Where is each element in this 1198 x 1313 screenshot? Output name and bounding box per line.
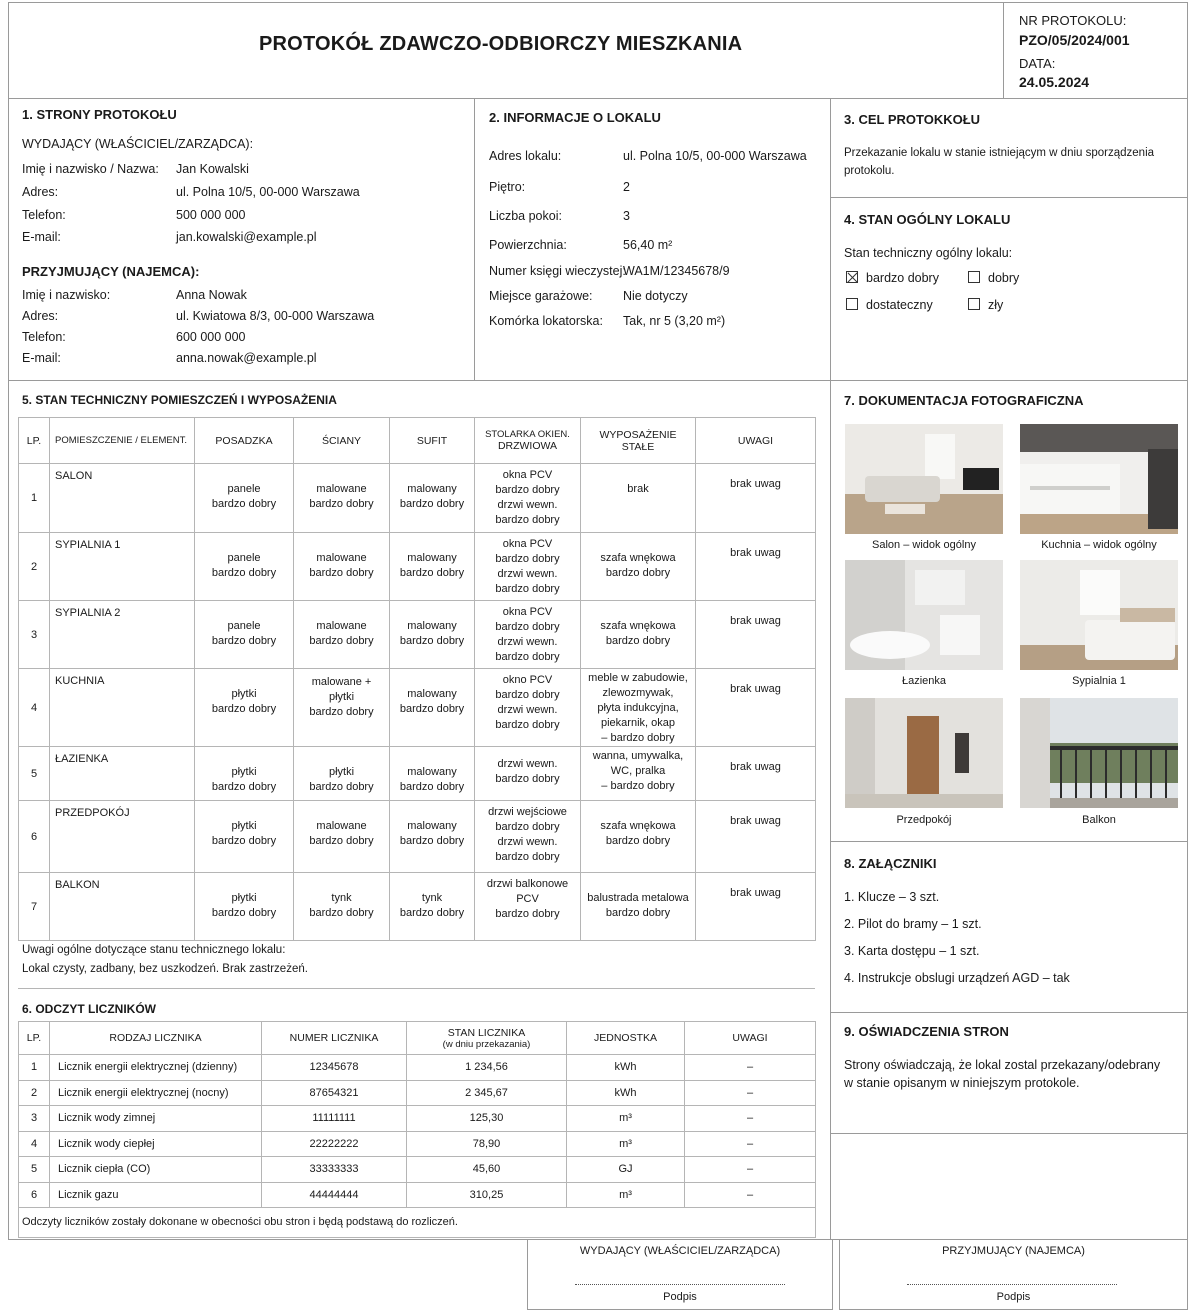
- room-equipment: meble w zabudowie, zlewozmywak, płyta indukcyjna, piekarnik, okap – bardzo dobry: [581, 669, 696, 747]
- bathroom-photo[interactable]: [845, 560, 1003, 670]
- attachment-item: 3. Karta dostępu – 1 szt.: [844, 944, 980, 958]
- issuer-signature-caption: Podpis: [663, 1291, 697, 1303]
- row-number: 6: [19, 1182, 50, 1208]
- meter-type: Licznik wody zimnej: [50, 1106, 262, 1132]
- receiver-address-label: Adres:: [22, 309, 59, 323]
- premises-rooms-label: Liczba pokoi:: [489, 209, 562, 223]
- table-row: [19, 873, 816, 941]
- meter-unit: m³: [567, 1106, 685, 1132]
- room-ceiling: malowany bardzo dobry: [390, 669, 475, 747]
- row-number: 2: [19, 1080, 50, 1106]
- meter-type: Licznik wody ciepłej: [50, 1131, 262, 1157]
- meter-reading: 125,30: [407, 1106, 567, 1132]
- checkbox-empty-icon[interactable]: [846, 298, 858, 310]
- meter-reading: 78,90: [407, 1131, 567, 1157]
- room-joinery: okna PCV bardzo dobry drzwi wewn. bardzo dobry: [475, 601, 581, 669]
- purpose-text-line1: Przekazanie lokalu w stanie istniejącym w dniu sporządzenia: [844, 147, 1155, 159]
- row-number: 1: [19, 464, 50, 533]
- col-notes: UWAGI: [685, 1022, 816, 1055]
- meter-reading: 2 345,67: [407, 1080, 567, 1106]
- meters-title: 6. ODCZYT LICZNIKÓW: [22, 1002, 156, 1016]
- issuer-address-label: Adres:: [22, 185, 59, 199]
- table-row: [19, 669, 816, 747]
- general-notes-value: Lokal czysty, zadbany, bez uszkodzeń. Brak zastrzeżeń.: [22, 963, 308, 975]
- premises-area-value: 56,40 m²: [623, 238, 673, 252]
- empty-section: [830, 1133, 1188, 1240]
- room-joinery: drzwi wejściowe bardzo dobry drzwi wewn. bardzo dobry: [475, 801, 581, 873]
- attachment-item: 1. Klucze – 3 szt.: [844, 890, 940, 904]
- row-number: 5: [19, 747, 50, 801]
- row-number: 4: [19, 1131, 50, 1157]
- col-joinery: STOLARKA OKIEN. DRZWIOWA: [475, 418, 581, 464]
- col-unit: JEDNOSTKA: [567, 1022, 685, 1055]
- document-title: PROTOKÓŁ ZDAWCZO-ODBIORCZY MIESZKANIA: [259, 33, 743, 55]
- issuer-phone-label: Telefon:: [22, 208, 66, 222]
- room-ceiling: malowany bardzo dobry: [390, 533, 475, 601]
- premises-area-label: Powierzchnia:: [489, 238, 567, 252]
- photo-caption: Sypialnia 1: [1072, 675, 1126, 687]
- row-number: 4: [19, 669, 50, 747]
- room-ceiling: malowany bardzo dobry: [390, 801, 475, 873]
- room-equipment: szafa wnękowa bardzo dobry: [581, 533, 696, 601]
- room-joinery: okno PCV bardzo dobry drzwi wewn. bardzo dobry: [475, 669, 581, 747]
- issuer-email-value: jan.kowalski@example.pl: [176, 230, 317, 244]
- premises-address-label: Adres lokalu:: [489, 149, 562, 163]
- room-walls: malowane bardzo dobry: [294, 464, 390, 533]
- protocol-number-value: PZO/05/2024/001: [1019, 32, 1130, 48]
- meter-notes: –: [685, 1157, 816, 1183]
- col-ceiling: SUFIT: [390, 418, 475, 464]
- room-walls: malowane bardzo dobry: [294, 601, 390, 669]
- room-equipment: brak: [581, 464, 696, 533]
- receiver-email-label: E-mail:: [22, 351, 61, 365]
- table-row: [19, 464, 816, 533]
- room-floor: panele bardzo dobry: [195, 601, 294, 669]
- receiver-signature-caption: Podpis: [996, 1291, 1031, 1303]
- statements-title: 9. OŚWIADCZENIA STRON: [844, 1024, 1009, 1039]
- condition-option-bad[interactable]: zły: [968, 298, 1003, 312]
- rooms-title: 5. STAN TECHNICZNY POMIESZCZEŃ I WYPOSAŻENIA: [22, 393, 337, 407]
- hallway-photo[interactable]: [845, 698, 1003, 808]
- room-equipment: szafa wnękowa bardzo dobry: [581, 801, 696, 873]
- attachment-item: 2. Pilot do bramy – 1 szt.: [844, 917, 982, 931]
- photo-caption: Salon – widok ogólny: [872, 539, 976, 551]
- room-floor: płytki bardzo dobry: [195, 873, 294, 941]
- receiver-address-value: ul. Kwiatowa 8/3, 00-000 Warszawa: [176, 309, 375, 323]
- meter-number: 12345678: [262, 1055, 407, 1081]
- room-name: KUCHNIA: [50, 669, 195, 747]
- meters-header-row: [19, 1022, 816, 1055]
- issuer-name-value: Jan Kowalski: [176, 162, 249, 176]
- room-notes: brak uwag: [696, 801, 816, 873]
- col-lp: LP.: [19, 1022, 50, 1055]
- table-row: [19, 1106, 816, 1132]
- purpose-title: 3. CEL PROTOKKOŁU: [844, 112, 981, 127]
- row-number: 1: [19, 1055, 50, 1081]
- photo-caption: Kuchnia – widok ogólny: [1041, 539, 1157, 551]
- checkbox-empty-icon[interactable]: [968, 298, 980, 310]
- table-row: [19, 601, 816, 669]
- meter-number: 11111111: [262, 1106, 407, 1132]
- rooms-header-row: [19, 418, 816, 464]
- premises-floor-value: 2: [623, 180, 630, 194]
- room-notes: brak uwag: [696, 669, 816, 747]
- meter-reading: 1 234,56: [407, 1055, 567, 1081]
- receiver-name-label: Imię i nazwisko:: [22, 288, 111, 302]
- room-notes: brak uwag: [696, 464, 816, 533]
- room-equipment: szafa wnękowa bardzo dobry: [581, 601, 696, 669]
- meter-reading: 45,60: [407, 1157, 567, 1183]
- col-floor: POSADZKA: [195, 418, 294, 464]
- issuer-phone-value: 500 000 000: [176, 208, 246, 222]
- room-notes: brak uwag: [696, 601, 816, 669]
- condition-option-good[interactable]: dobry: [968, 271, 1019, 285]
- receiver-name-value: Anna Nowak: [176, 288, 247, 302]
- col-meter-reading: STAN LICZNIKA (w dniu przekazania): [407, 1022, 567, 1055]
- room-ceiling: malowany bardzo dobry: [390, 464, 475, 533]
- room-notes: brak uwag: [696, 873, 816, 941]
- room-walls: malowane bardzo dobry: [294, 801, 390, 873]
- room-floor: płytki bardzo dobry: [195, 747, 294, 801]
- receiver-signature-line[interactable]: [907, 1284, 1117, 1285]
- premises-land-register-value: WA1M/12345678/9: [623, 264, 730, 278]
- col-lp: LP.: [19, 418, 50, 464]
- room-name: BALKON: [50, 873, 195, 941]
- issuer-email-label: E-mail:: [22, 230, 61, 244]
- photo-caption: Przedpokój: [896, 814, 952, 826]
- condition-option-sufficient[interactable]: dostateczny: [846, 298, 933, 312]
- row-number: 3: [19, 601, 50, 669]
- room-notes: brak uwag: [696, 533, 816, 601]
- date-value: 24.05.2024: [1019, 74, 1090, 90]
- col-walls: ŚCIANY: [294, 418, 390, 464]
- table-row: [19, 1131, 816, 1157]
- premises-land-register-label: Numer księgi wieczystej:: [489, 264, 626, 278]
- general-notes-label: Uwagi ogólne dotyczące stanu technicznego lokalu:: [22, 944, 286, 956]
- room-walls: tynk bardzo dobry: [294, 873, 390, 941]
- meter-number: 44444444: [262, 1182, 407, 1208]
- condition-title: 4. STAN OGÓLNY LOKALU: [844, 212, 1011, 227]
- room-notes: brak uwag: [696, 747, 816, 801]
- issuer-heading: WYDAJĄCY (WŁAŚCICIEL/ZARZĄDCA):: [22, 137, 254, 151]
- meter-number: 22222222: [262, 1131, 407, 1157]
- photo-caption: Balkon: [1082, 814, 1116, 826]
- meter-unit: GJ: [567, 1157, 685, 1183]
- receiver-email-value: anna.nowak@example.pl: [176, 351, 317, 365]
- col-meter-number: NUMER LICZNIKA: [262, 1022, 407, 1055]
- room-walls: płytki bardzo dobry: [294, 747, 390, 801]
- meter-type: Licznik energii elektrycznej (nocny): [50, 1080, 262, 1106]
- protocol-number-label: NR PROTOKOLU:: [1019, 13, 1127, 28]
- room-name: PRZEDPOKÓJ: [50, 801, 195, 873]
- meter-notes: –: [685, 1080, 816, 1106]
- room-walls: malowane + płytki bardzo dobry: [294, 669, 390, 747]
- kitchen-photo[interactable]: [1020, 424, 1178, 534]
- date-label: DATA:: [1019, 56, 1056, 71]
- room-walls: malowane bardzo dobry: [294, 533, 390, 601]
- col-equipment: WYPOSAŻENIE STAŁE: [581, 418, 696, 464]
- meter-notes: –: [685, 1131, 816, 1157]
- rooms-table: [18, 417, 816, 941]
- premises-garage-value: Nie dotyczy: [623, 289, 688, 303]
- premises-storage-value: Tak, nr 5 (3,20 m²): [623, 314, 726, 328]
- premises-storage-label: Komórka lokatorska:: [489, 314, 603, 328]
- meter-reading: 310,25: [407, 1182, 567, 1208]
- meter-number: 33333333: [262, 1157, 407, 1183]
- meter-type: Licznik energii elektrycznej (dzienny): [50, 1055, 262, 1081]
- statements-text-line1: Strony oświadczają, że lokal zostal przekazany/odebrany: [844, 1058, 1161, 1072]
- room-ceiling: malowany bardzo dobry: [390, 601, 475, 669]
- checkbox-empty-icon[interactable]: [968, 271, 980, 283]
- table-row: [19, 1080, 816, 1106]
- meter-unit: kWh: [567, 1080, 685, 1106]
- living-room-photo[interactable]: [845, 424, 1003, 534]
- premises-floor-label: Piętro:: [489, 180, 526, 194]
- balcony-photo[interactable]: [1020, 698, 1178, 808]
- table-row: [19, 533, 816, 601]
- bedroom-photo[interactable]: [1020, 560, 1178, 670]
- condition-subtitle: Stan techniczny ogólny lokalu:: [844, 246, 1013, 260]
- col-notes: UWAGI: [696, 418, 816, 464]
- premises-title: 2. INFORMACJE O LOKALU: [489, 110, 661, 125]
- room-floor: płytki bardzo dobry: [195, 801, 294, 873]
- premises-rooms-value: 3: [623, 209, 630, 223]
- receiver-signature-label: PRZYJMUJĄCY (NAJEMCA): [942, 1245, 1085, 1257]
- room-name: SALON: [50, 464, 195, 533]
- row-number: 6: [19, 801, 50, 873]
- issuer-signature-line[interactable]: [575, 1284, 785, 1285]
- meter-unit: kWh: [567, 1055, 685, 1081]
- attachment-item: 4. Instrukcje obslugi urządzeń AGD – tak: [844, 971, 1070, 985]
- meters-table: [18, 1021, 816, 1238]
- room-joinery: okna PCV bardzo dobry drzwi wewn. bardzo dobry: [475, 533, 581, 601]
- meter-notes: –: [685, 1055, 816, 1081]
- condition-option-very-good[interactable]: bardzo dobry: [846, 271, 939, 285]
- premises-address-value: ul. Polna 10/5, 00-000 Warszawa: [623, 149, 807, 163]
- meters-footnote: Odczyty liczników zostały dokonane w obecności obu stron i będą podstawą do rozliczeń.: [22, 1216, 458, 1228]
- table-row: [19, 1182, 816, 1208]
- meter-notes: –: [685, 1182, 816, 1208]
- issuer-name-label: Imię i nazwisko / Nazwa:: [22, 162, 159, 176]
- room-floor: panele bardzo dobry: [195, 464, 294, 533]
- meter-number: 87654321: [262, 1080, 407, 1106]
- table-row: [19, 747, 816, 801]
- purpose-text-line2: protokolu.: [844, 165, 895, 177]
- issuer-address-value: ul. Polna 10/5, 00-000 Warszawa: [176, 185, 360, 199]
- room-joinery: drzwi balkonowe PCV bardzo dobry: [475, 873, 581, 941]
- room-name: SYPIALNIA 2: [50, 601, 195, 669]
- room-name: ŁAZIENKA: [50, 747, 195, 801]
- photo-caption: Łazienka: [901, 675, 947, 687]
- table-row: [19, 1157, 816, 1183]
- statements-text-line2: w stanie opisanym w niniejszym protokole.: [844, 1076, 1080, 1090]
- table-row: [19, 801, 816, 873]
- attachments-title: 8. ZAŁĄCZNIKI: [844, 856, 937, 871]
- receiver-phone-label: Telefon:: [22, 330, 66, 344]
- premises-garage-label: Miejsce garażowe:: [489, 289, 593, 303]
- room-equipment: balustrada metalowa bardzo dobry: [581, 873, 696, 941]
- receiver-phone-value: 600 000 000: [176, 330, 246, 344]
- room-name: SYPIALNIA 1: [50, 533, 195, 601]
- issuer-signature-label: WYDAJĄCY (WŁAŚCICIEL/ZARZĄDCA): [579, 1245, 781, 1257]
- row-number: 2: [19, 533, 50, 601]
- row-number: 5: [19, 1157, 50, 1183]
- row-number: 3: [19, 1106, 50, 1132]
- divider: [18, 988, 815, 989]
- room-joinery: okna PCV bardzo dobry drzwi wewn. bardzo dobry: [475, 464, 581, 533]
- parties-title: 1. STRONY PROTOKOŁU: [22, 107, 177, 122]
- photos-title: 7. DOKUMENTACJA FOTOGRAFICZNA: [844, 393, 1084, 408]
- room-joinery: drzwi wewn. bardzo dobry: [475, 747, 581, 801]
- room-ceiling: malowany bardzo dobry: [390, 747, 475, 801]
- meter-type: Licznik gazu: [50, 1182, 262, 1208]
- room-floor: panele bardzo dobry: [195, 533, 294, 601]
- meter-unit: m³: [567, 1131, 685, 1157]
- col-meter-type: RODZAJ LICZNIKA: [50, 1022, 262, 1055]
- receiver-heading: PRZYJMUJĄCY (NAJEMCA):: [22, 264, 200, 279]
- meter-type: Licznik ciepła (CO): [50, 1157, 262, 1183]
- room-ceiling: tynk bardzo dobry: [390, 873, 475, 941]
- col-room: POMIESZCZENIE / ELEMENT.: [50, 418, 195, 464]
- row-number: 7: [19, 873, 50, 941]
- meter-unit: m³: [567, 1182, 685, 1208]
- room-equipment: wanna, umywalka, WC, pralka – bardzo dobry: [581, 747, 696, 801]
- checkbox-checked-icon[interactable]: [846, 271, 858, 283]
- table-row: [19, 1055, 816, 1081]
- meter-notes: –: [685, 1106, 816, 1132]
- room-floor: płytki bardzo dobry: [195, 669, 294, 747]
